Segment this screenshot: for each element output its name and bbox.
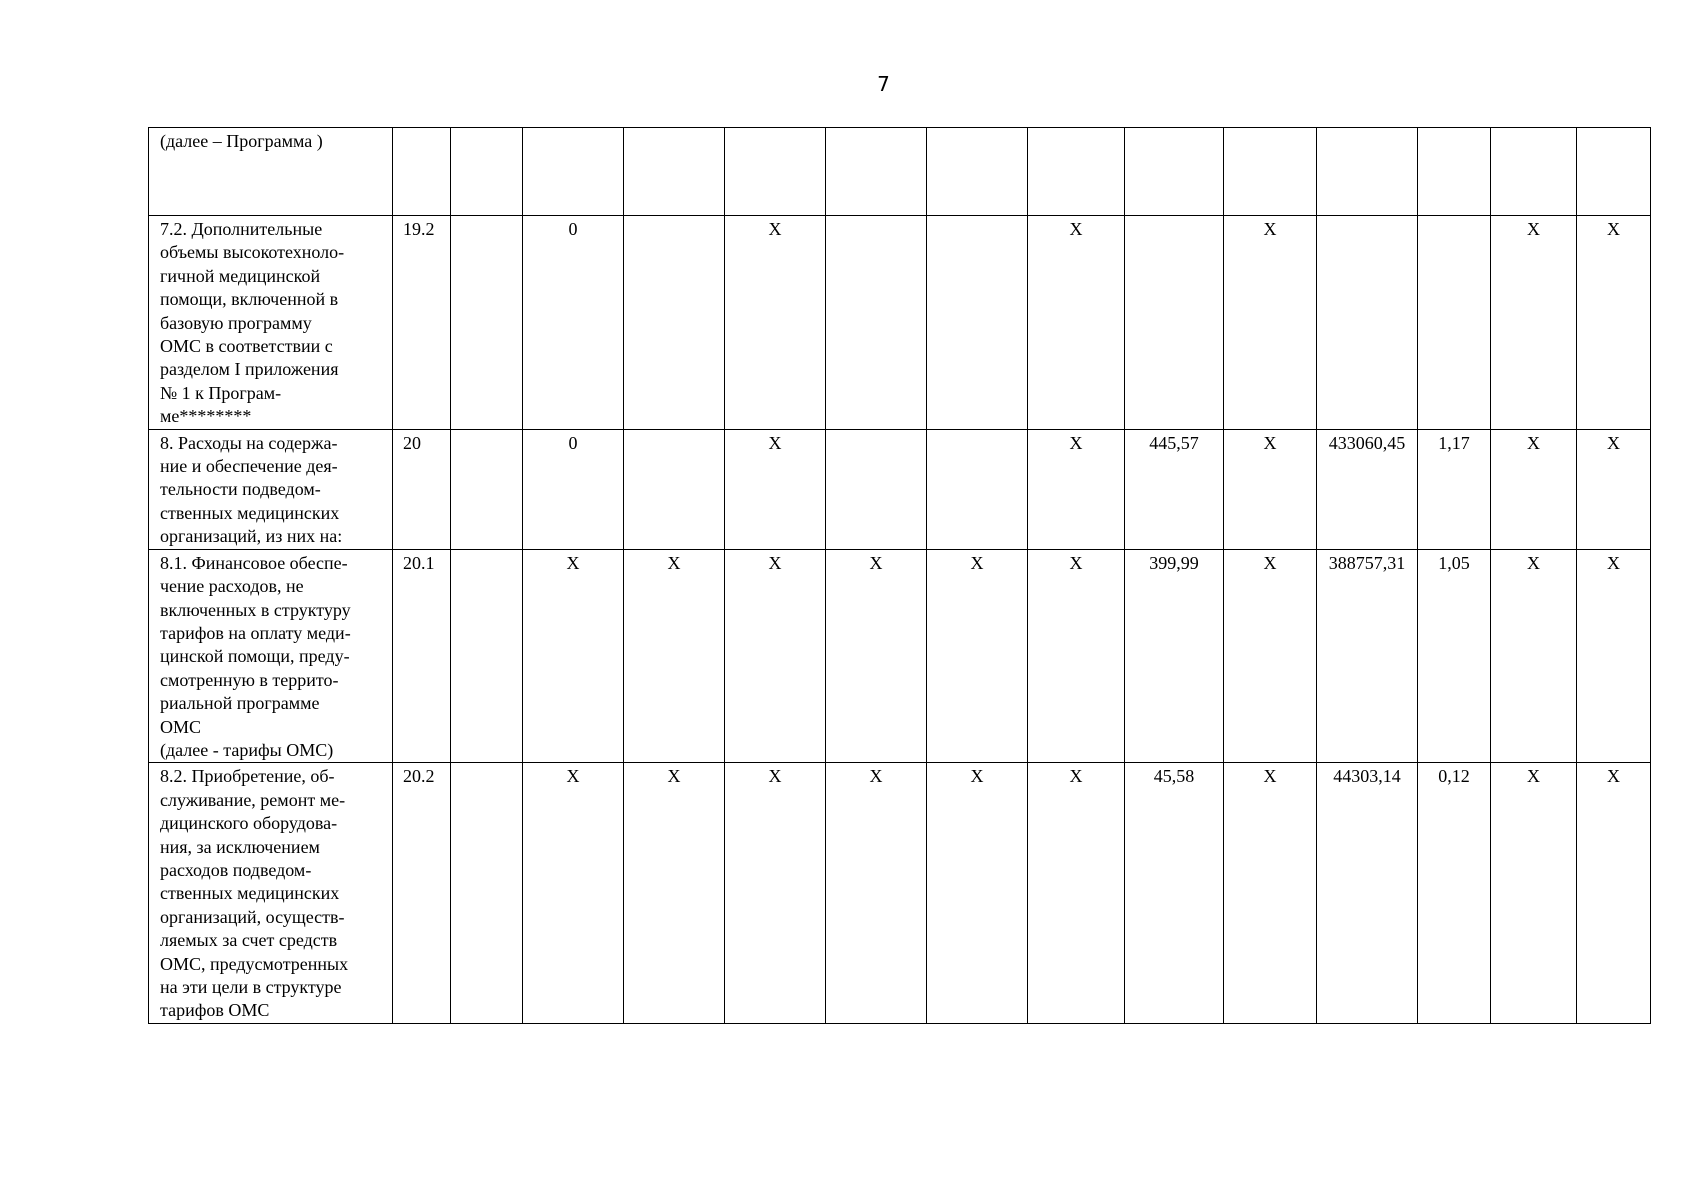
- table-cell: X: [1491, 549, 1577, 763]
- table-cell: 0,12: [1418, 763, 1491, 1023]
- table-cell: X: [826, 763, 927, 1023]
- table-cell: X: [1491, 763, 1577, 1023]
- table-cell: X: [725, 549, 826, 763]
- table-cell: X: [725, 429, 826, 549]
- table-cell: [624, 429, 725, 549]
- table-cell: [826, 429, 927, 549]
- table-cell: X: [1028, 763, 1125, 1023]
- table-cell: [1224, 128, 1317, 216]
- table-row: [149, 549, 1651, 763]
- table-cell: 0: [523, 216, 624, 430]
- table-cell: X: [725, 763, 826, 1023]
- table-cell: X: [1224, 763, 1317, 1023]
- data-table: [148, 127, 1651, 1024]
- table-cell: [1418, 128, 1491, 216]
- row-description: 8. Расходы на содержа- ние и обеспечение дея- тельности подведом- ственных медицинских организаций, из них на:: [149, 429, 393, 549]
- row-code: 20.2: [393, 763, 451, 1023]
- table-cell: [1317, 128, 1418, 216]
- row-code: 20.1: [393, 549, 451, 763]
- table-cell: [1317, 216, 1418, 430]
- table-cell: 45,58: [1125, 763, 1224, 1023]
- table-row: [149, 763, 1651, 1023]
- table-cell: [451, 549, 523, 763]
- table-cell: 0: [523, 429, 624, 549]
- table-cell: [624, 216, 725, 430]
- row-code: [393, 128, 451, 216]
- row-description: (далее – Программа ): [149, 128, 393, 216]
- table-cell: [1125, 216, 1224, 430]
- table-cell: [1577, 128, 1651, 216]
- table-cell: [1125, 128, 1224, 216]
- table-cell: [927, 429, 1028, 549]
- row-description: 8.2. Приобретение, об- служивание, ремонт ме- дицинского оборудова- ния, за исключением расходов подведом- ственных медицинских организаций, осуществ- ляемых за счет средств ОМС, предусмотренных на эти цели в структуре тарифов ОМС: [149, 763, 393, 1023]
- table-cell: [451, 216, 523, 430]
- table-cell: [624, 128, 725, 216]
- table-cell: [927, 216, 1028, 430]
- row-code: 19.2: [393, 216, 451, 430]
- table-cell: X: [1028, 549, 1125, 763]
- table-cell: [451, 763, 523, 1023]
- table-cell: X: [1491, 429, 1577, 549]
- table-cell: 1,05: [1418, 549, 1491, 763]
- row-description: 7.2. Дополнительные объемы высокотехноло- гичной медицинской помощи, включенной в базовую программу ОМС в соответствии с разделом I приложения № 1 к Програм- ме********: [149, 216, 393, 430]
- table-row: [149, 216, 1651, 430]
- table-cell: X: [1577, 549, 1651, 763]
- table-row: [149, 429, 1651, 549]
- table-cell: 44303,14: [1317, 763, 1418, 1023]
- table-cell: 399,99: [1125, 549, 1224, 763]
- table-cell: X: [927, 549, 1028, 763]
- table-cell: X: [1577, 429, 1651, 549]
- table-cell: 1,17: [1418, 429, 1491, 549]
- page-number: 7: [877, 72, 890, 96]
- table-cell: X: [624, 763, 725, 1023]
- table-cell: X: [1577, 216, 1651, 430]
- row-code: 20: [393, 429, 451, 549]
- table-cell: X: [624, 549, 725, 763]
- table-cell: [1028, 128, 1125, 216]
- table-cell: [725, 128, 826, 216]
- table-cell: X: [826, 549, 927, 763]
- table-cell: X: [1224, 429, 1317, 549]
- table-cell: X: [523, 549, 624, 763]
- table-cell: 433060,45: [1317, 429, 1418, 549]
- table-cell: [826, 128, 927, 216]
- table-cell: X: [1577, 763, 1651, 1023]
- table-cell: [451, 128, 523, 216]
- table-cell: X: [523, 763, 624, 1023]
- row-description: 8.1. Финансовое обеспе- чение расходов, не включенных в структуру тарифов на оплату меди- цинской помощи, преду- смотренную в террито- риальной программе ОМС (далее - тарифы ОМС): [149, 549, 393, 763]
- table-cell: X: [1028, 429, 1125, 549]
- table-cell: [1491, 128, 1577, 216]
- table-cell: X: [1224, 216, 1317, 430]
- table-row: [149, 128, 1651, 216]
- table-cell: X: [1028, 216, 1125, 430]
- table-cell: [927, 128, 1028, 216]
- table-cell: 445,57: [1125, 429, 1224, 549]
- table-cell: 388757,31: [1317, 549, 1418, 763]
- table-cell: [826, 216, 927, 430]
- table-cell: X: [927, 763, 1028, 1023]
- table-cell: [523, 128, 624, 216]
- table-cell: X: [1224, 549, 1317, 763]
- table-cell: X: [725, 216, 826, 430]
- table-cell: [451, 429, 523, 549]
- table-cell: X: [1491, 216, 1577, 430]
- table-cell: [1418, 216, 1491, 430]
